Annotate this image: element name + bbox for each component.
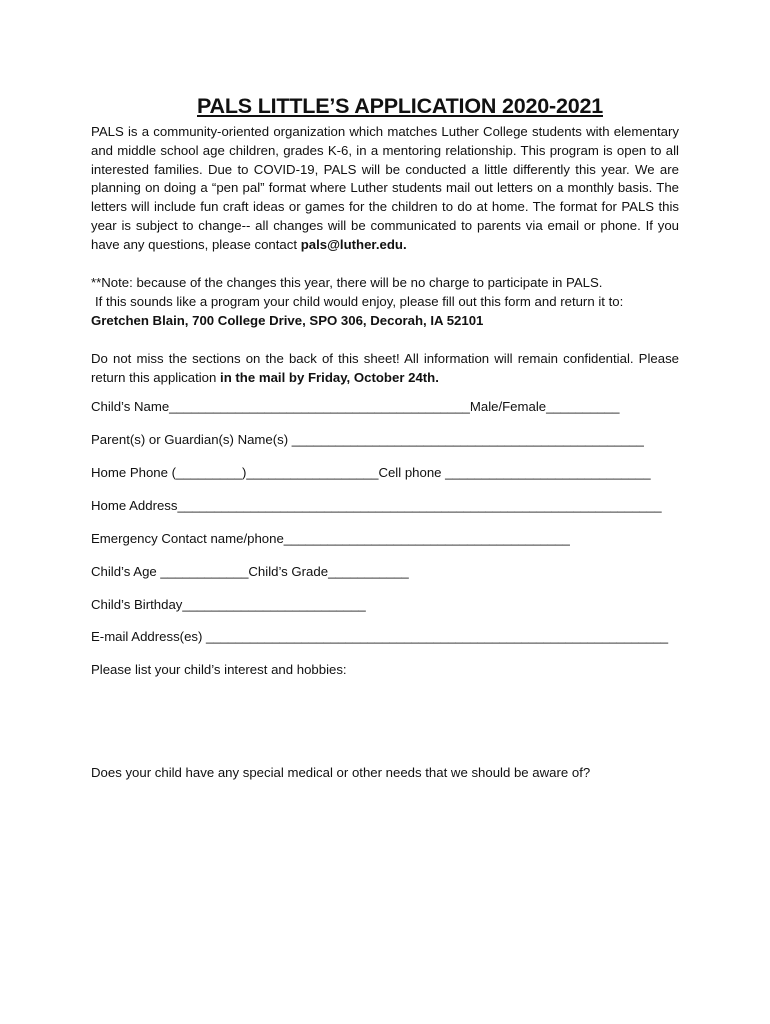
form-title: PALS LITTLE’S APPLICATION 2020-2021	[197, 94, 603, 118]
phone-field[interactable]: Home Phone (_________)__________________Cell phone ____________________________	[91, 465, 651, 480]
note-block	[91, 274, 691, 330]
parents-name-field[interactable]: Parent(s) or Guardian(s) Name(s) ________________________________________________	[91, 432, 644, 447]
home-address-field[interactable]: Home Address__________________________________________________________________	[91, 498, 662, 513]
return-address: Gretchen Blain, 700 College Drive, SPO 306, Decorah, IA 52101	[91, 312, 484, 328]
child-name-field[interactable]: Child’s Name_________________________________________Male/Female__________	[91, 399, 620, 414]
reminder-text: Do not miss the sections on the back of this sheet! All information will remain confidential. Please return this application	[91, 351, 679, 385]
birthday-field[interactable]: Child’s Birthday_________________________	[91, 597, 366, 612]
intro-paragraph	[91, 123, 679, 255]
interests-prompt: Please list your child’s interest and hobbies:	[91, 662, 347, 677]
medical-needs-prompt: Does your child have any special medical or other needs that we should be aware of?	[91, 765, 591, 780]
reminder-paragraph	[91, 350, 679, 388]
age-grade-field[interactable]: Child’s Age ____________Child’s Grade___________	[91, 564, 409, 579]
note-line-1: **Note: because of the changes this year, there will be no charge to participate in PALS.	[91, 275, 603, 290]
note-line-2: If this sounds like a program your child would enjoy, please fill out this form and return it to:	[95, 293, 624, 309]
email-field[interactable]: E-mail Address(es) _______________________________________________________________	[91, 629, 669, 644]
emergency-contact-field[interactable]: Emergency Contact name/phone_______________________________________	[91, 531, 570, 546]
reminder-deadline: in the mail by Friday, October 24th.	[220, 369, 439, 385]
contact-email: pals@luther.edu.	[300, 236, 407, 252]
intro-text: PALS is a community-oriented organization which matches Luther College students with elementary and middle school age children, grades K-6, in a mentoring relationship. This program is open to all interested families. Due to COVID-19, PALS will be conducted a little differently this year. We are planning on doing a “pen pal” format where Luther students mail out letters on a monthly basis. The letters will include fun craft ideas or games for the children to do at home. The format for PALS this year is subject to change-- all changes will be communicated to parents via email or phone. If you have any questions, please contact	[91, 124, 679, 252]
